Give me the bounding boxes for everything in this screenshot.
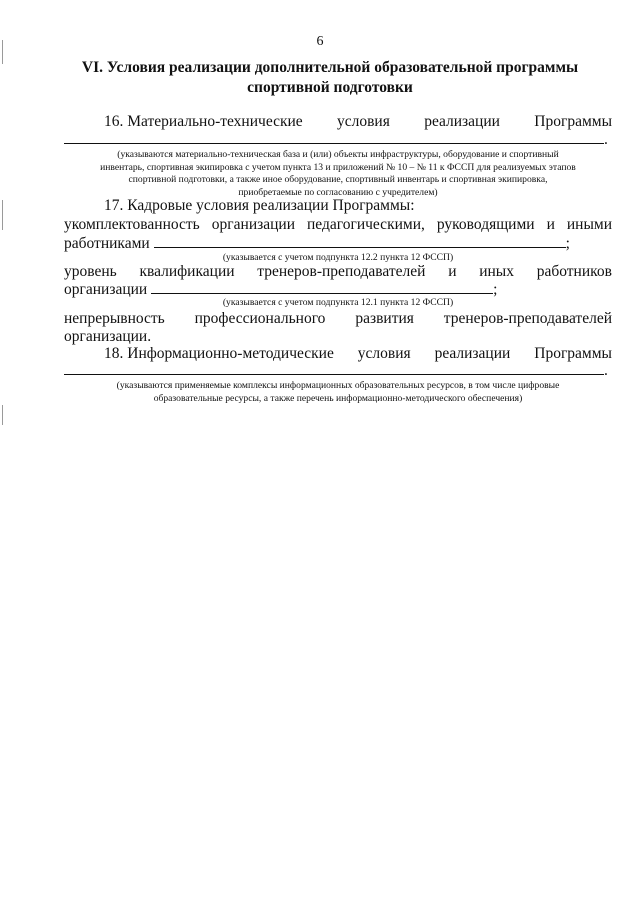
section-title-line1: VI. Условия реализации дополнительной образовательной программы bbox=[81, 59, 579, 76]
item16-note-line: спортивной подготовки, а также иное оборудование, спортивный инвентарь и спортивная экипировка, bbox=[128, 174, 548, 185]
qualification-end-mark: ; bbox=[493, 281, 498, 298]
item16-word: 16. Материально-технические bbox=[104, 113, 303, 130]
item16-word: Программы bbox=[534, 113, 612, 130]
page-number: 6 bbox=[316, 34, 324, 49]
staffing-lead: работниками bbox=[64, 235, 150, 252]
item16-end-mark: . bbox=[604, 131, 608, 148]
qualification-word: квалификации bbox=[139, 263, 235, 280]
staffing-word: иными bbox=[566, 216, 612, 233]
qualification-word: иных bbox=[479, 263, 514, 280]
item18-end-mark: . bbox=[604, 362, 608, 379]
continuity-word: тренеров-преподавателей bbox=[443, 310, 612, 327]
staffing-word: укомплектованность bbox=[64, 216, 200, 233]
staffing-word: педагогическими, bbox=[307, 216, 425, 233]
item16-note-line: инвентарь, спортивная экипировка с учетом пункта 13 и приложений № 10 – № 11 к ФССП для реализуемых этапов bbox=[100, 161, 576, 173]
item17-staffing-line bbox=[64, 215, 612, 234]
item18-note-line: образовательные ресурсы, а также перечень информационно-методического обеспечения) bbox=[153, 392, 523, 404]
item16-word: условия bbox=[337, 113, 390, 130]
item16-fill-line bbox=[64, 130, 612, 149]
item18-word: Программы bbox=[534, 345, 612, 362]
qualification-word: работников bbox=[536, 263, 612, 280]
qualification-word: уровень bbox=[64, 263, 117, 280]
scan-edge-mark bbox=[2, 200, 3, 230]
item17-continuity-line bbox=[64, 309, 612, 328]
item16-note-line: (указываются материально-техническая база и (или) объекты инфраструктуры, оборудование и спортивный bbox=[117, 149, 559, 160]
item18-fill-line bbox=[64, 361, 612, 380]
item17-heading: 17. Кадровые условия реализации Программы: bbox=[104, 197, 415, 214]
item18-word: условия bbox=[357, 345, 411, 362]
item17-continuity-line2: организации. bbox=[64, 328, 152, 345]
qualification-lead: организации bbox=[64, 281, 148, 298]
qualification-blank bbox=[151, 280, 493, 294]
item18-note bbox=[64, 380, 612, 405]
staffing-word: и bbox=[546, 216, 555, 233]
item18-blank bbox=[64, 361, 604, 375]
item18-note-line: (указываются применяемые комплексы информационных образовательных ресурсов, в том числе цифровые bbox=[116, 380, 560, 391]
section-title-line2: спортивной подготовки bbox=[247, 79, 413, 96]
section-title bbox=[60, 58, 600, 98]
item16-note-line: приобретаемые по согласованию с учредителем) bbox=[238, 186, 438, 198]
staffing-end-mark: ; bbox=[565, 235, 570, 252]
continuity-word: профессионального bbox=[194, 310, 326, 327]
item16-note bbox=[64, 149, 612, 199]
qualification-word: тренеров-преподавателей bbox=[257, 263, 426, 280]
item16-blank bbox=[64, 130, 604, 144]
item17-qualification-line bbox=[64, 262, 612, 281]
scan-edge-mark bbox=[2, 405, 3, 425]
item17-staffing-fill bbox=[64, 234, 612, 253]
staffing-blank bbox=[154, 234, 566, 248]
item16-word: реализации bbox=[424, 113, 500, 130]
continuity-word: развития bbox=[355, 310, 414, 327]
staffing-word: руководящими bbox=[436, 216, 535, 233]
staffing-word: организации bbox=[211, 216, 295, 233]
staffing-note: (указывается с учетом подпункта 12.2 пункта 12 ФССП) bbox=[222, 252, 454, 263]
item16-line bbox=[64, 112, 612, 131]
continuity-word: непрерывность bbox=[64, 310, 165, 327]
item18-word: реализации bbox=[434, 345, 511, 362]
qualification-note: (указывается с учетом подпункта 12.1 пункта 12 ФССП) bbox=[222, 297, 454, 308]
qualification-word: и bbox=[448, 263, 457, 280]
item18-word: 18. Информационно-методические bbox=[104, 345, 334, 362]
